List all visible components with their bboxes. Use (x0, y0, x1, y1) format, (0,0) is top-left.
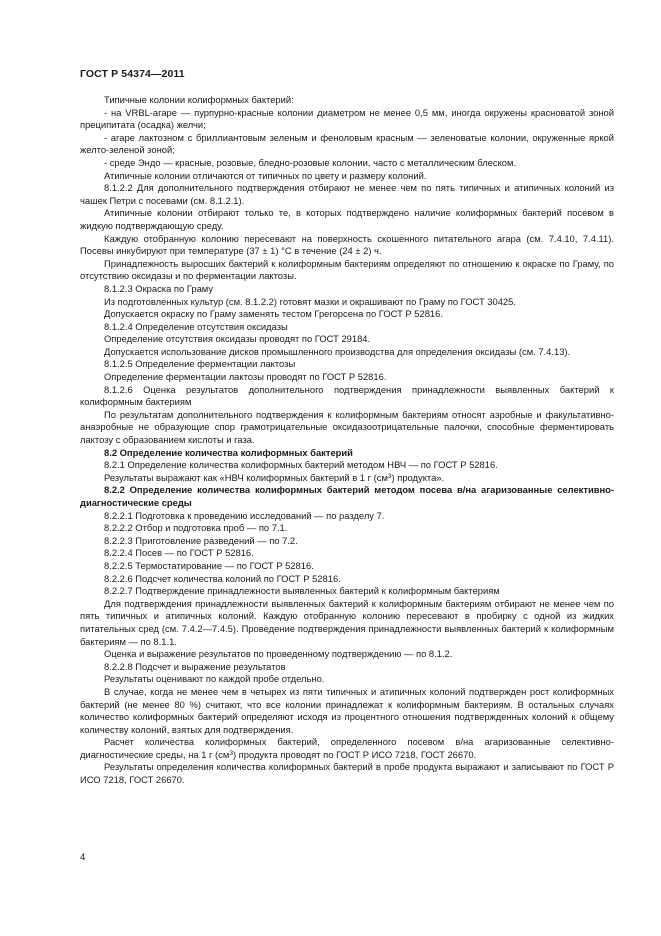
paragraph: Каждую отобранную колонию пересевают на поверхность скошенного питательного агара (см. 7.4.10, 7.4.11). Посевы инкубируют при температуре (37 ± 1) °С в течение (24 ± 2) ч. (80, 232, 614, 257)
paragraph-with-superscript (80, 472, 614, 485)
paragraph: Атипичные колонии отличаются от типичных по цвету и размеру колоний. (104, 169, 427, 181)
superscript: 3 (229, 749, 233, 757)
paragraph: В случае, когда не менее чем в четырех из пяти типичных и атипичных колоний подтвержден рост колиформных бактерий (не менее 80 %) считают, что все колонии принадлежат к колиформным бактериям. В остальных случаях количество колиформных бактерий определяют исходя из процентного отношения подтвержденных колоний к общему количеству колоний, взятых для подтверждения. (80, 685, 614, 735)
paragraph: - агаре лактозном с бриллиантовым зеленым и феноловым красным — зеленоватые колонии, окруженные яркой желто-зеленой зоной; (80, 131, 614, 156)
paragraph: 8.2.1 Определение количества колиформных бактерий методом НВЧ — по ГОСТ Р 52816. (104, 459, 498, 471)
paragraph: Определение отсутствия оксидазы проводят по ГОСТ 29184. (104, 333, 371, 345)
superscript: 3 (387, 472, 392, 480)
text-fragment: ) продукта». (391, 471, 445, 483)
section-heading-bold: 8.2.2 Определение количества колиформных бактерий методом посева в/на агаризованные селективно-диагностические среды (80, 484, 614, 508)
section-heading: 8.2.2.8 Подсчет и выражение результатов (104, 660, 286, 672)
text-fragment: ) продукта проводят по ГОСТ Р ИСО 7218, ГОСТ 26670. (232, 748, 477, 760)
paragraph: Допускается окраску по Граму заменять тестом Грегорсена по ГОСТ Р 52816. (104, 308, 443, 320)
paragraph: Типичные колонии колиформных бактерий: (104, 94, 294, 105)
paragraph: 8.2.2.6 Подсчет количества колоний по ГОСТ Р 52816. (104, 572, 341, 584)
paragraph: Принадлежность выросших бактерий к колиформным бактериям определяют по отношению к окраске по Граму, по отсутствию оксидазы и по ферментации лактозы. (80, 257, 614, 282)
section-heading: 8.1.2.3 Окраска по Граму (104, 282, 214, 294)
section-heading: 8.1.2.4 Определение отсутствия оксидазы (104, 320, 288, 332)
paragraph: 8.2.2.1 Подготовка к проведению исследований — по разделу 7. (104, 509, 385, 521)
paragraph: 8.2.2.5 Термостатирование — по ГОСТ Р 52816. (104, 559, 314, 571)
paragraph: Атипичные колонии отбирают только те, в которых подтверждено наличие колиформных бактерий посевом в жидкую подтверждающую среду. (80, 207, 614, 231)
document-header: ГОСТ Р 54374—2011 (80, 68, 185, 80)
document-body (80, 94, 614, 787)
paragraph: Допускается использование дисков промышленного производства для определения оксидазы (см. 7.4.13). (104, 345, 571, 357)
paragraph: Оценка и выражение результатов по проведенному подтверждению — по 8.1.2. (104, 648, 453, 660)
paragraph: 8.1.2.2 Для дополнительного подтверждения отбирают не менее чем по пять типичных и атипичных колоний из чашек Петри с посевами (см. 8.1.2.1). (80, 182, 614, 206)
paragraph: По результатам дополнительного подтверждения к колиформным бактериям относят аэробные и факультативно-анаэробные не образующие спор грамотрицательные оксидазоотрицательные палочки, способные ферментировать лактозу с образованием кислоты и газа. (80, 408, 614, 446)
paragraph-with-superscript (80, 736, 614, 761)
paragraph: Результаты определения количества колиформных бактерий в пробе продукта выражают и записывают по ГОСТ Р ИСО 7218, ГОСТ 26670. (80, 761, 614, 786)
paragraph: Из подготовленных культур (см. 8.1.2.2) готовят мазки и окрашивают по Граму по ГОСТ 30425. (104, 295, 516, 307)
paragraph: Результаты оценивают по каждой пробе отдельно. (104, 673, 325, 685)
section-heading: 8.2.2.7 Подтверждение принадлежности выявленных бактерий к колиформным бактериям (104, 585, 500, 597)
paragraph: 8.2.2.3 Приготовление разведений — по 7.2. (104, 534, 298, 546)
text-fragment: Расчет количества колиформных бактерий, определенного посевом в/на агаризованные селективно-диагностические среды, на 1 г (см (80, 736, 614, 760)
paragraph: 8.2.2.4 Посев — по ГОСТ Р 52816. (104, 547, 254, 559)
page-number: 4 (80, 851, 86, 862)
section-heading: 8.1.2.6 Оценка результатов дополнительного подтверждения принадлежности выявленных бактерий к колиформным бактериям (80, 383, 614, 408)
paragraph: Для подтверждения принадлежности выявленных бактерий к колиформным бактериям отбирают не менее чем по пять типичных и атипичных колоний. Каждую отобранную колонию пересевают в пробирку с одной из жидких питательных сред (см. 7.4.2—7.4.5). Проведение подтверждения принадлежности выявленных бактерий к колиформным бактериям — по 8.1.1. (80, 597, 614, 647)
section-heading: 8.1.2.5 Определение ферментации лактозы (104, 358, 296, 370)
paragraph: 8.2.2.2 Отбор и подготовка проб — по 7.1. (104, 522, 288, 534)
section-heading-bold: 8.2 Определение количества колиформных бактерий (104, 446, 353, 458)
paragraph: Определение ферментации лактозы проводят по ГОСТ Р 52816. (104, 371, 387, 383)
paragraph: - на VRBL-агаре — пурпурно-красные колонии диаметром не менее 0,5 мм, иногда окружены красноватой зоной преципитата (осадка) желчи; (80, 106, 614, 131)
text-fragment: Результаты выражают как «НВЧ колиформных бактерий в 1 г (см (104, 471, 388, 483)
paragraph: - среде Эндо — красные, розовые, бледно-розовые колонии, часто с металлическим блеском. (104, 156, 517, 168)
